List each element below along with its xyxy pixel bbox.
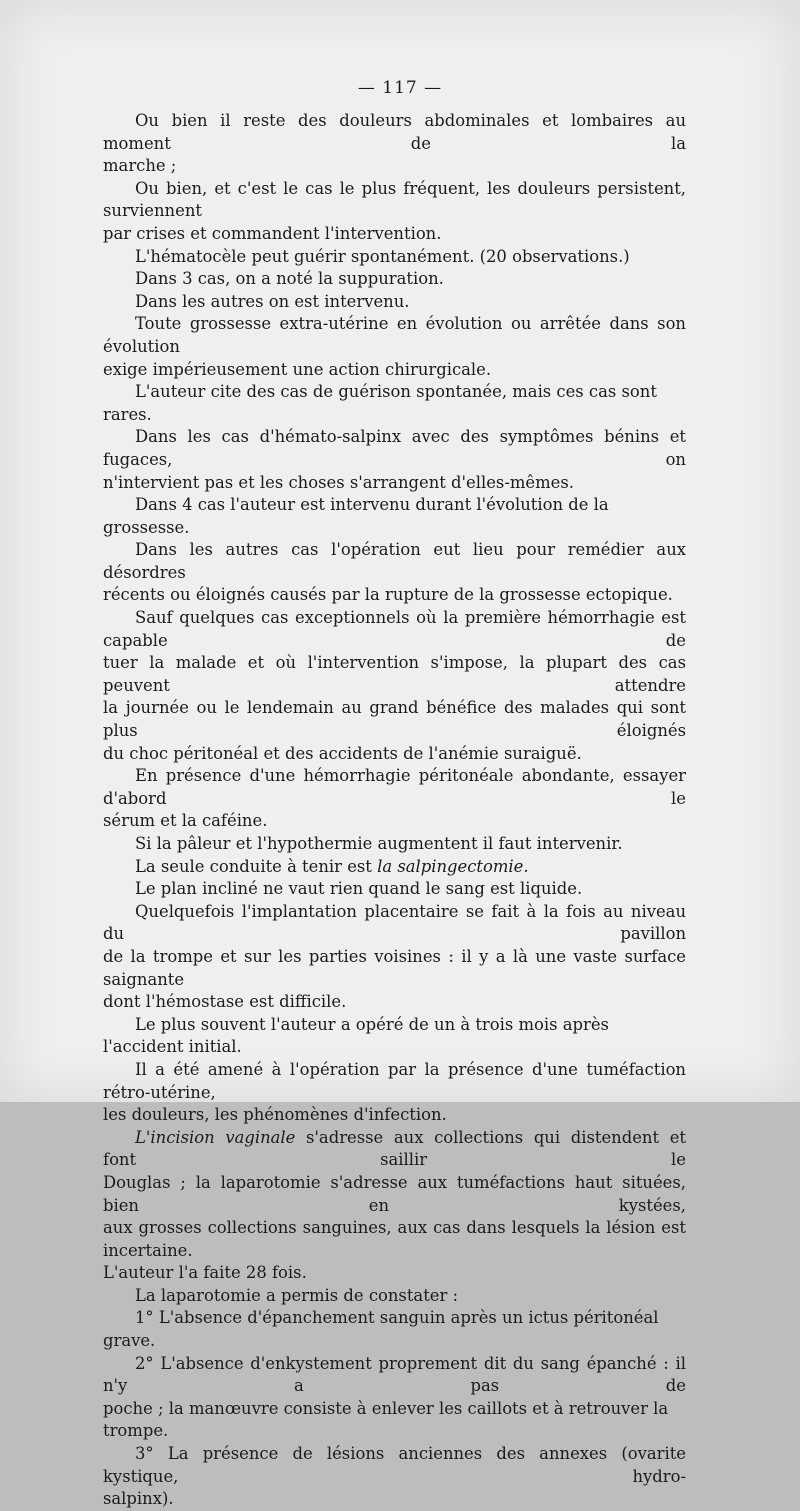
text-line: 3° La présence de lésions anciennes des annexes (ovarite kystique, hydro- [103,1444,686,1486]
paragraph [103,765,686,833]
text-line: En présence d'une hémorrhagie péritonéale abondante, essayer d'abord le [103,766,686,808]
text-line: Dans les cas d'hémato-salpinx avec des symptômes bénins et fugaces, on [103,427,686,469]
text-line: L'auteur l'a faite 28 fois. [103,1263,307,1283]
text-line: Si la pâleur et l'hypothermie augmentent il faut intervenir. [135,834,623,853]
text-line: Ou bien, et c'est le cas le plus fréquent, les douleurs persistent, surviennent [103,178,686,221]
paragraph [103,901,686,1014]
text-line: exige impérieusement une action chirurgicale. [103,359,492,379]
text-line: sérum et la caféine. [103,811,268,831]
text-line: la journée ou le lendemain au grand bénéfice des malades qui sont plus éloignés [103,698,686,741]
text-line: Dans 3 cas, on a noté la suppuration. [135,269,444,289]
text-line: La laparotomie a permis de constater : [135,1285,459,1305]
text-line: dont l'hémostase est difficile. [103,992,347,1012]
text-line: L'hématocèle peut guérir spontanément. (20 observations.) [135,246,630,266]
paragraph [103,313,686,381]
paragraph [103,426,686,494]
text-line: salpinx). [103,1489,174,1509]
text-line: récents ou éloignés causés par la rupture de la grossesse ectopique. [103,585,673,605]
paragraph [103,178,686,246]
text-line: Il a été amené à l'opération par la présence d'une tuméfaction rétro-utérine, [103,1059,686,1102]
text-line: n'intervient pas et les choses s'arrangent d'elles-mêmes. [103,472,574,492]
paragraph [103,1127,686,1285]
text-line: du choc péritonéal et des accidents de l'anémie suraiguë. [103,743,582,763]
paragraph [103,110,686,178]
text-line: Le plus souvent l'auteur a opéré de un à trois mois après l'accident initial. [103,1014,609,1057]
text-line: Sauf quelques cas exceptionnels où la première hémorrhagie est capable de [103,608,686,650]
text-line: Douglas ; la laparotomie s'adresse aux tuméfactions haut situées, bien en kystées, [103,1172,686,1215]
paragraph [103,833,686,856]
paragraph [103,878,686,901]
text-line: Ou bien il reste des douleurs abdominales et lombaires au moment de la [103,111,686,153]
paragraph [103,1353,686,1443]
text-line: L'auteur cite des cas de guérison spontanée, mais ces cas sont rares. [103,382,657,424]
paragraph [103,268,686,291]
text-line: marche ; [103,156,177,176]
paragraph [103,1307,686,1352]
page-number: — 117 — [357,78,443,98]
text-line: Dans 4 cas l'auteur est intervenu durant l'évolution de la grossesse. [103,495,609,537]
paragraph [103,1014,686,1059]
text-line: tuer la malade et où l'intervention s'impose, la plupart des cas peuvent attendre [103,653,686,695]
paragraph [103,246,686,269]
text-line: Dans les autres on est intervenu. [135,291,410,311]
text-line: 2° L'absence d'enkystement proprement dit du sang épanché : il n'y a pas de [103,1353,686,1396]
text-line: de la trompe et sur les parties voisines : il y a là une vaste surface saignante [103,946,686,989]
text-line: Toute grossesse extra-utérine en évolution ou arrêtée dans son évolution [103,314,686,356]
paragraph [103,1443,686,1511]
text-line: par crises et commandent l'intervention. [103,223,442,243]
text-line: aux grosses collections sanguines, aux cas dans lesquels la lésion est incertaine. [103,1218,686,1260]
text-line: Dans les autres cas l'opération eut lieu pour remédier aux désordres [103,540,686,582]
text-line: les douleurs, les phénomènes d'infection. [103,1105,447,1125]
text-line: La seule conduite à tenir est la salpingectomie. [135,856,529,876]
paragraph [103,1059,686,1127]
italic-term: L'incision vaginale [135,1127,296,1147]
paragraph [103,607,686,765]
paragraph [103,381,686,426]
italic-term: la salpingectomie. [377,856,529,876]
paragraph [103,291,686,314]
paragraph [103,1285,686,1308]
text-line: Le plan incliné ne vaut rien quand le sang est liquide. [135,879,583,899]
paragraph [103,539,686,607]
text-line: Quelquefois l'implantation placentaire se fait à la fois au niveau du pavillon [103,901,686,944]
paragraph [103,856,686,879]
body-text [103,110,686,1511]
text-line: L'incision vaginale s'adresse aux collections qui distendent et font saillir le [103,1127,686,1170]
text-line: 1° L'absence d'épanchement sanguin après un ictus péritonéal grave. [103,1308,659,1351]
paragraph [103,494,686,539]
text-line: poche ; la manœuvre consiste à enlever les caillots et à retrouver la trompe. [103,1398,669,1441]
